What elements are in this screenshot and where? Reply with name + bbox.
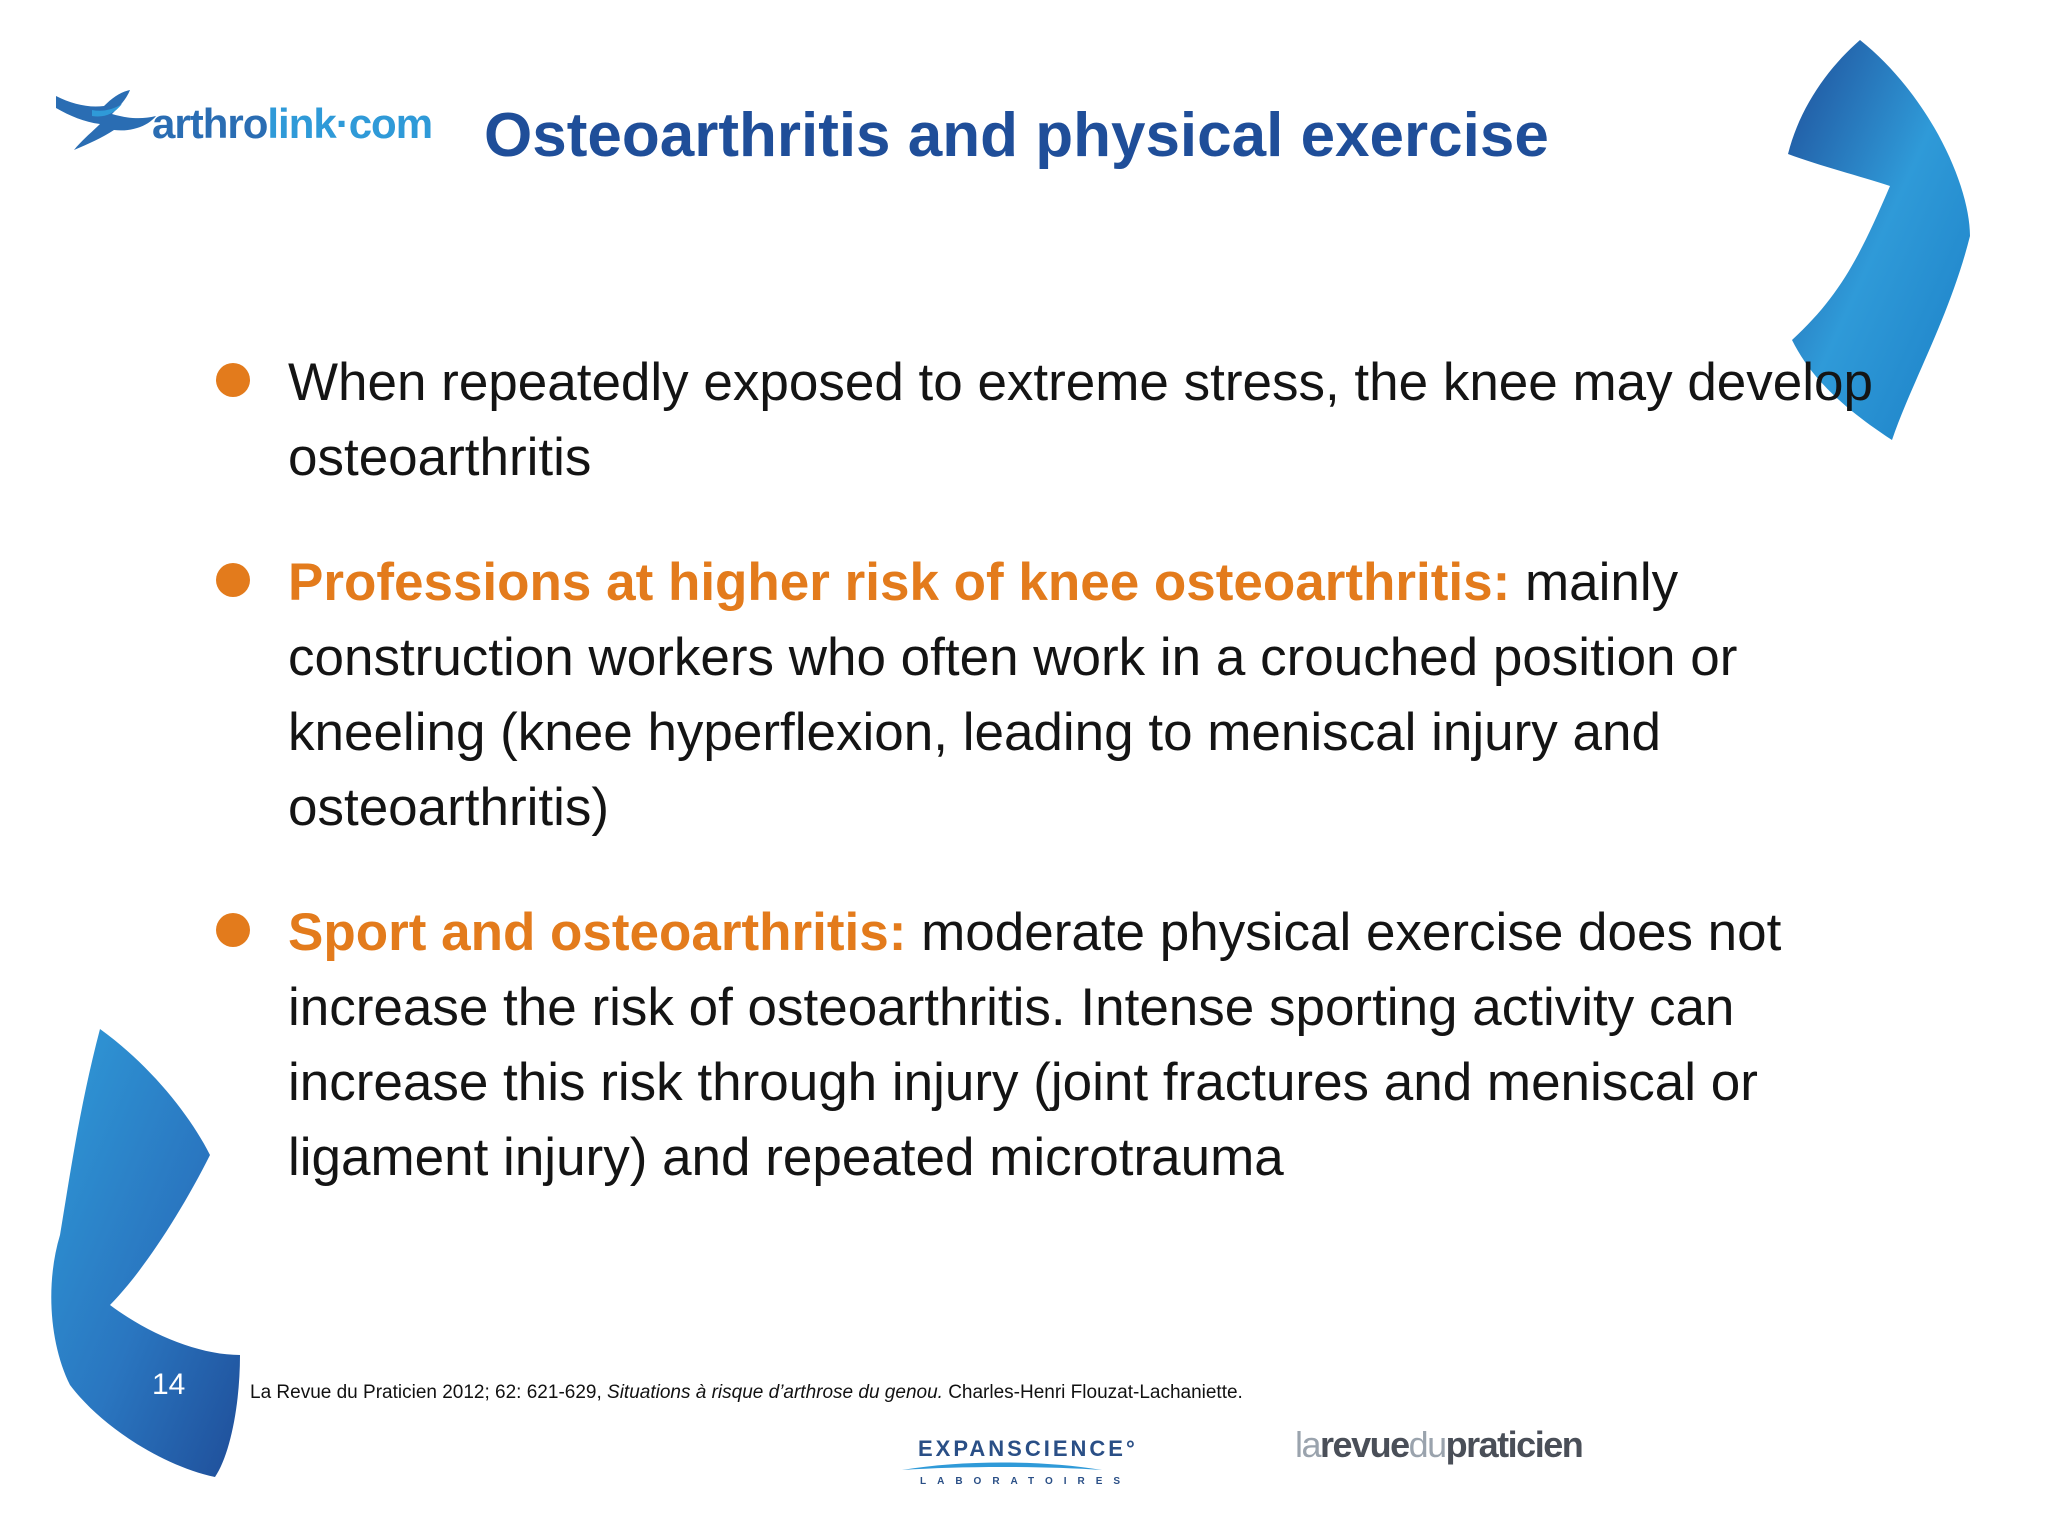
expanscience-subtitle: LABORATOIRES bbox=[920, 1476, 1132, 1487]
expanscience-logo bbox=[902, 1432, 1138, 1492]
bullet-body: moderate physical exercise does not increase the risk of osteoarthritis. Intense sporting activity can increase this risk through injury (joint fractures and meniscal or ligament injury) and repeated microtrauma bbox=[288, 903, 1782, 1187]
reference-part2: Charles-Henri Flouzat-Lachaniette. bbox=[942, 1382, 1243, 1403]
revue-part-du: du bbox=[1408, 1424, 1446, 1465]
logo-text-part1: arthro bbox=[152, 100, 268, 147]
revue-part-revue: revue bbox=[1320, 1424, 1409, 1465]
reference-part1: La Revue du Praticien 2012; 62: 621-629, bbox=[250, 1382, 608, 1403]
logo-text-part2: link·com bbox=[267, 100, 433, 147]
revue-du-praticien-logo bbox=[1295, 1424, 1582, 1466]
reference-italic: Situations à risque d’arthrose du genou. bbox=[607, 1382, 943, 1403]
logo-text bbox=[152, 100, 432, 148]
page-number: 14 bbox=[152, 1368, 186, 1401]
bullet-text bbox=[288, 345, 1914, 495]
bullet-text bbox=[288, 545, 1914, 845]
reference-citation bbox=[250, 1382, 1243, 1404]
slide-title: Osteoarthritis and physical exercise bbox=[484, 101, 1549, 170]
arthrolink-logo bbox=[52, 86, 462, 156]
bullet-list bbox=[214, 345, 1914, 1245]
bullet-item bbox=[214, 345, 1914, 495]
orange-dot-icon bbox=[216, 563, 250, 597]
expanscience-name: EXPANSCIENCE° bbox=[918, 1436, 1138, 1461]
orange-dot-icon bbox=[216, 913, 250, 947]
bullet-highlight: Sport and osteoarthritis: bbox=[288, 903, 907, 962]
arthrolink-mark-icon bbox=[52, 86, 162, 156]
bullet-body: mainly construction workers who often work in a crouched position or kneeling (knee hyperflexion, leading to meniscal injury and osteoarthritis) bbox=[288, 553, 1738, 837]
revue-part-la: la bbox=[1295, 1424, 1321, 1465]
revue-part-praticien: praticien bbox=[1445, 1424, 1583, 1465]
bullet-highlight: Professions at higher risk of knee osteoarthritis: bbox=[288, 553, 1511, 612]
decorative-swoosh-bottom-icon bbox=[40, 1025, 240, 1480]
bullet-item bbox=[214, 895, 1914, 1195]
expanscience-swoosh-icon bbox=[902, 1462, 1102, 1474]
bullet-text bbox=[288, 895, 1914, 1195]
bullet-body: When repeatedly exposed to extreme stress, the knee may develop osteoarthritis bbox=[288, 353, 1873, 487]
bullet-item bbox=[214, 545, 1914, 845]
orange-dot-icon bbox=[216, 363, 250, 397]
